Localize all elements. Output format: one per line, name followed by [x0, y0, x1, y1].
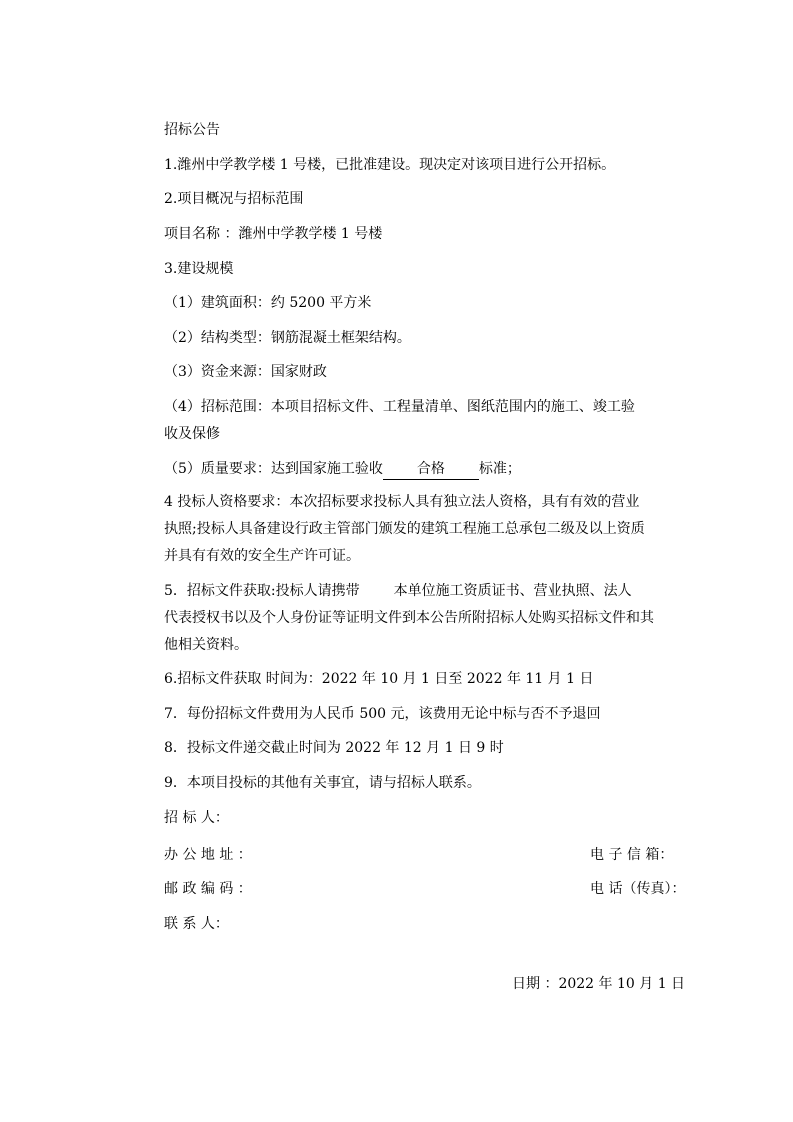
paragraph-2-heading: 2.项目概况与招标范围: [164, 191, 304, 207]
submission-deadline: 8．投标文件递交截止时间为 2022 年 12 月 1 日 9 时: [164, 740, 504, 756]
qualification-line3: 并具有有效的安全生产许可证。: [164, 548, 360, 564]
notice-date: 日期 ：2022 年 10 月 1 日: [512, 976, 686, 992]
notice-title: 招标公告: [164, 122, 220, 138]
quality-requirement: [164, 459, 521, 480]
qualification-line1: 4 投标人资格要求：本次招标要求投标人具有独立法人资格，具有有效的营业: [164, 494, 640, 510]
contact-note: 9．本项目投标的其他有关事宜，请与招标人联系。: [164, 775, 481, 791]
tender-scope-line2: 收及保修: [164, 426, 220, 442]
project-name: 项目名称 ：潍州中学教学楼 1 号楼: [164, 226, 383, 242]
acq-part1: 5．招标文件获取:投标人请携带: [164, 583, 360, 599]
document-acquisition-line2: 代表授权书以及个人身份证等证明文件到本公告所附招标人处购买招标文件和其: [164, 610, 654, 626]
field-address: 办 公 地 址 ：: [164, 847, 252, 863]
quality-fill: 合格: [383, 459, 479, 480]
acquisition-time: 6.招标文件获取 时间为：2022 年 10 月 1 日至 2022 年 11 月 1 日: [164, 671, 594, 687]
quality-suffix: 标准；: [478, 461, 521, 477]
field-email: 电 子 信 箱：: [590, 847, 674, 863]
tender-scope-line1: （4）招标范围：本项目招标文件、工程量清单、图纸范围内的施工、竣工验: [164, 399, 635, 415]
field-postcode: 邮 政 编 码 ：: [164, 881, 252, 897]
document-acquisition-line1: [164, 581, 632, 601]
field-phone-fax: 电 话（传真）：: [590, 881, 686, 897]
acq-part2: 本单位施工资质证书、营业执照、法人: [393, 583, 632, 599]
document-acquisition-line3: 他相关资料。: [164, 637, 248, 653]
qualification-line2: 执照;投标人具备建设行政主管部门颁发的建筑工程施工总承包二级及以上资质: [164, 521, 645, 537]
quality-prefix: （5）质量要求：达到国家施工验收: [164, 461, 383, 477]
building-area: （1）建筑面积：约 5200 平方米: [164, 295, 372, 311]
paragraph-1: 1.潍州中学教学楼 1 号楼，已批准建设。现决定对该项目进行公开招标。: [164, 157, 616, 173]
funding-source: （3）资金来源：国家财政: [164, 364, 327, 380]
structure-type: （2）结构类型：钢筋混凝土框架结构。: [164, 330, 411, 346]
field-contact: 联 系 人：: [164, 916, 229, 932]
field-tenderer: 招 标 人：: [164, 810, 229, 826]
paragraph-3-heading: 3.建设规模: [164, 261, 234, 277]
document-fee: 7．每份招标文件费用为人民币 500 元，该费用无论中标与否不予退回: [164, 706, 601, 722]
